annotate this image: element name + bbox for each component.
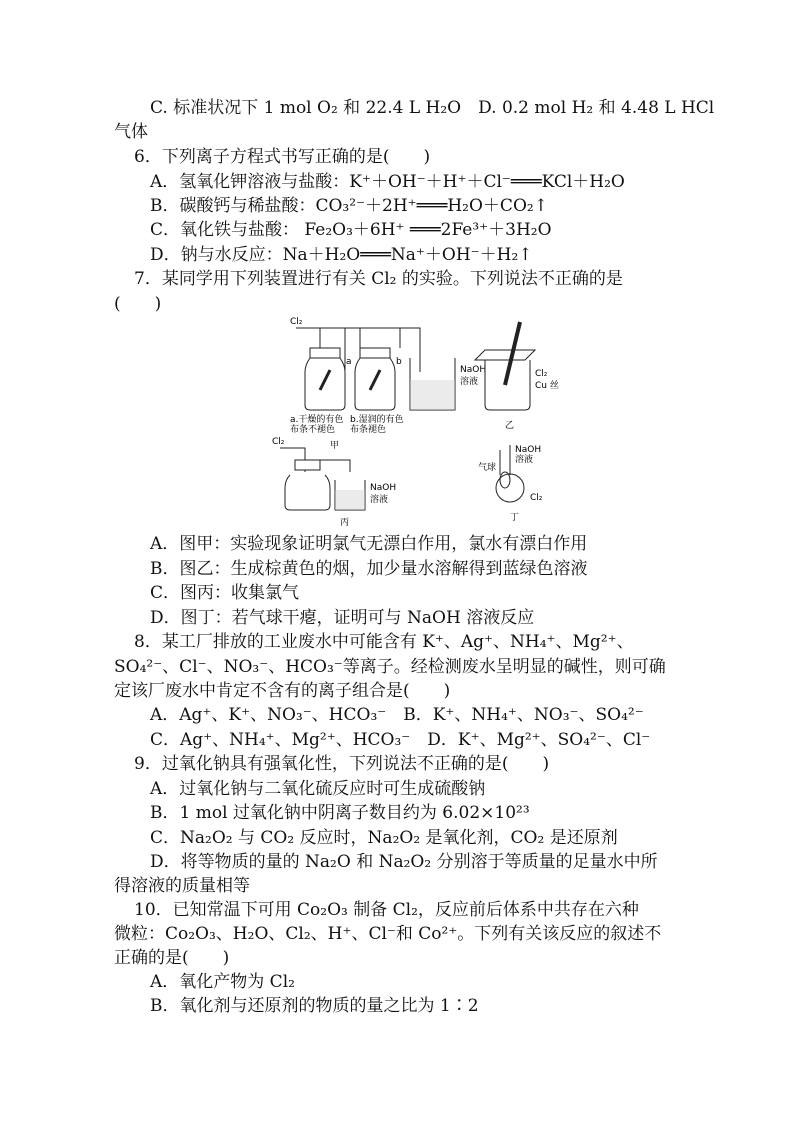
q7-option-a: A．图甲：实验现象证明氯气无漂白作用，氯水有漂白作用 [150,534,588,554]
fig-jia: 甲 [330,441,340,451]
question-7-bracket: ( ) [114,294,162,314]
ding-naoh-label: NaOH [515,445,542,455]
q9-option-a: A．过氧化钠与二氧化硫反应时可生成硫酸钠 [150,779,486,799]
q7-option-d: D．图丁：若气球干瘪，证明可与 NaOH 溶液反应 [150,608,535,628]
bing-naoh-label: NaOH [370,483,397,493]
cu-wire-label: Cu 丝 [535,381,559,391]
question-10-line3: 正确的是( ) [114,948,230,968]
cl2-label: Cl₂ [290,317,303,327]
naoh-label: NaOH [460,365,487,375]
wet-cloth-label-2: 布条褪色 [350,425,387,435]
q6-option-b: B．碳酸钙与稀盐酸：CO₃²⁻＋2H⁺═══H₂O＋CO₂↑ [150,196,548,216]
yi-cl2-label: Cl₂ [535,369,548,379]
question-10-line2: 微粒：Co₂O₃、H₂O、Cl₂、H⁺、Cl⁻和 Co²⁺。下列有关该反应的叙述不 [114,924,662,944]
question-8: 8．某工厂排放的工业废水中可能含有 K⁺、Ag⁺、NH₄⁺、Mg²⁺、 [134,632,634,652]
ding-soln-label: 溶液 [515,455,534,465]
question-10: 10．已知常温下可用 Co₂O₃ 制备 Cl₂，反应前后体系中共存在六种 [134,900,639,920]
bing-soln-label: 溶液 [370,495,389,505]
q9-option-d: D．将等物质的量的 Na₂O 和 Na₂O₂ 分别溶于等质量的足量水中所 [150,852,658,872]
question-7: 7．某同学用下列装置进行有关 Cl₂ 的实验。下列说法不正确的是 [134,269,623,289]
bing-cl2-label: Cl₂ [272,437,285,447]
question-6: 6．下列离子方程式书写正确的是( ) [134,147,431,167]
q7-option-b: B．图乙：生成棕黄色的烟，加少量水溶解得到蓝绿色溶液 [150,559,588,579]
fig-bing: 丙 [340,518,350,528]
ding-cl2-label: Cl₂ [530,493,543,503]
b-label: b [396,357,402,367]
dry-cloth-label-2: 布条不褪色 [290,425,336,435]
question-8-line3: 定该厂废水中肯定不含有的离子组合是( ) [114,681,451,701]
apparatus-figure [260,310,560,530]
dry-cloth-label: a.干燥的有色 [290,415,344,425]
fig-ding: 丁 [510,513,520,523]
soln-label: 溶液 [460,377,479,387]
question-8-line2: SO₄²⁻、Cl⁻、NO₃⁻、HCO₃⁻等离子。经检测废水呈明显的碱性，则可确 [114,657,666,677]
option-line: 气体 [114,122,148,142]
q10-option-b: B．氧化剂与还原剂的物质的量之比为 1∶2 [150,996,479,1016]
q9-option-c: C．Na₂O₂ 与 CO₂ 反应时，Na₂O₂ 是氧化剂，CO₂ 是还原剂 [150,828,618,848]
q7-option-c: C．图丙：收集氯气 [150,583,300,603]
a-label: a [346,357,352,367]
question-9: 9．过氧化钠具有强氧化性，下列说法不正确的是( ) [134,754,550,774]
wet-cloth-label: b.湿润的有色 [350,415,404,425]
balloon-label: 气球 [478,463,497,473]
fig-yi: 乙 [505,421,515,431]
q8-options-ab: A．Ag⁺、K⁺、NO₃⁻、HCO₃⁻ B．K⁺、NH₄⁺、NO₃⁻、SO₄²⁻ [150,705,644,725]
q6-option-d: D．钠与水反应：Na＋H₂O═══Na⁺＋OH⁻＋H₂↑ [150,245,533,265]
q6-option-a: A．氢氧化钾溶液与盐酸：K⁺＋OH⁻＋H⁺＋Cl⁻═══KCl＋H₂O [150,172,625,192]
option-line: C. 标准状况下 1 mol O₂ 和 22.4 L H₂O D. 0.2 mol H₂ 和 4.48 L HCl [150,98,715,118]
q6-option-c: C．氧化铁与盐酸： Fe₂O₃＋6H⁺ ═══2Fe³⁺＋3H₂O [150,220,552,240]
q9-option-d-line2: 得溶液的质量相等 [114,876,250,896]
q10-option-a: A．氧化产物为 Cl₂ [150,972,295,992]
q9-option-b: B．1 mol 过氧化钠中阴离子数目约为 6.02×10²³ [150,803,530,823]
q8-options-cd: C．Ag⁺、NH₄⁺、Mg²⁺、HCO₃⁻ D．K⁺、Mg²⁺、SO₄²⁻、Cl⁻ [150,730,651,750]
